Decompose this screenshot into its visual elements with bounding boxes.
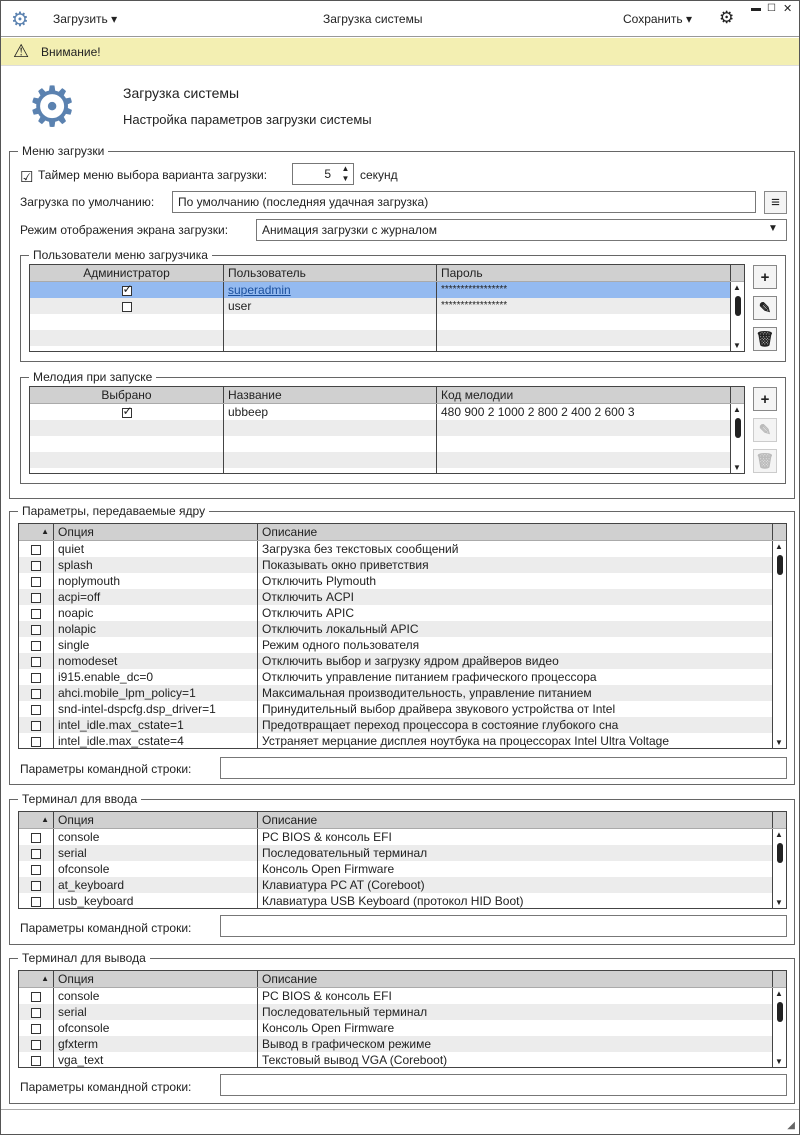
table-cell bbox=[30, 298, 224, 314]
column-header[interactable]: Описание bbox=[258, 524, 773, 540]
table-cell: Отключить Plymouth bbox=[258, 573, 773, 589]
melody-legend: Мелодия при запуске bbox=[29, 370, 156, 384]
checkbox[interactable] bbox=[31, 641, 41, 651]
load-menu-label: Загрузить bbox=[53, 12, 108, 26]
checkbox[interactable] bbox=[31, 609, 41, 619]
column-header[interactable]: Опция bbox=[54, 812, 258, 828]
warning-bar bbox=[1, 38, 799, 66]
scrollbar[interactable] bbox=[772, 988, 786, 1067]
delete-melody-button[interactable]: 🗑 bbox=[753, 449, 777, 473]
table-cell: ofconsole bbox=[54, 1020, 258, 1036]
table-row[interactable] bbox=[19, 685, 786, 701]
add-user-button[interactable]: + bbox=[753, 265, 777, 289]
table-cell bbox=[30, 282, 224, 298]
table-row[interactable] bbox=[19, 573, 786, 589]
settings-gear-icon[interactable]: ⚙ bbox=[719, 8, 735, 27]
table-cell: ubbeep bbox=[224, 404, 437, 420]
table-cell bbox=[19, 1020, 54, 1036]
minimize-icon[interactable]: ▬ bbox=[751, 3, 761, 14]
table-cell bbox=[30, 314, 224, 330]
table-cell bbox=[30, 346, 224, 352]
checkbox[interactable] bbox=[31, 1008, 41, 1018]
table-cell: Последовательный терминал bbox=[258, 1004, 773, 1020]
table-cell bbox=[30, 436, 224, 452]
kernel-legend: Параметры, передаваемые ядру bbox=[18, 504, 209, 518]
table-cell: ofconsole bbox=[54, 861, 258, 877]
list-menu-icon[interactable]: ≡ bbox=[764, 191, 787, 214]
checkbox[interactable] bbox=[31, 865, 41, 875]
scrollbar[interactable] bbox=[772, 541, 786, 748]
kernel-group bbox=[9, 504, 795, 785]
users-group bbox=[20, 248, 786, 362]
table-cell bbox=[19, 893, 54, 909]
table-cell bbox=[19, 589, 54, 605]
table-cell bbox=[224, 330, 437, 346]
scroll-down-icon[interactable]: ▼ bbox=[733, 341, 741, 350]
table-cell bbox=[19, 717, 54, 733]
scrollbar[interactable] bbox=[730, 404, 744, 473]
table-row[interactable] bbox=[19, 877, 786, 893]
table-row[interactable] bbox=[19, 733, 786, 749]
maximize-icon[interactable]: ☐ bbox=[767, 3, 776, 14]
table-row[interactable] bbox=[19, 605, 786, 621]
table-cell bbox=[437, 330, 731, 346]
edit-user-button[interactable]: ✎ bbox=[753, 296, 777, 320]
table-row[interactable] bbox=[30, 404, 744, 420]
kernel-cmdline-label: Параметры командной строки: bbox=[20, 762, 192, 776]
table-cell: at_keyboard bbox=[54, 877, 258, 893]
table-cell: nolapic bbox=[54, 621, 258, 637]
warning-text: Внимание! bbox=[41, 45, 101, 59]
table-cell bbox=[19, 621, 54, 637]
sort-ascending-icon[interactable]: ▲ bbox=[19, 812, 54, 828]
term-out-legend: Терминал для вывода bbox=[18, 951, 150, 965]
spin-arrows-icon[interactable]: ▲ ▼ bbox=[341, 164, 350, 183]
melody-table bbox=[29, 386, 745, 474]
users-table bbox=[29, 264, 745, 352]
table-cell: Текстовый вывод VGA (Coreboot) bbox=[258, 1052, 773, 1068]
column-header[interactable]: Пароль bbox=[437, 265, 731, 281]
table-row[interactable] bbox=[19, 988, 786, 1004]
table-row[interactable] bbox=[19, 1004, 786, 1020]
table-cell: superadmin bbox=[224, 282, 437, 298]
scroll-up-icon[interactable]: ▲ bbox=[775, 830, 783, 839]
app-gears-icon: ⚙ bbox=[11, 9, 29, 31]
table-cell bbox=[19, 669, 54, 685]
window-title: Загрузка системы bbox=[323, 12, 423, 26]
melody-group bbox=[20, 370, 786, 484]
scrollbar[interactable] bbox=[730, 282, 744, 351]
table-cell: PC BIOS & консоль EFI bbox=[258, 988, 773, 1004]
checkbox[interactable] bbox=[31, 673, 41, 683]
checkbox[interactable] bbox=[122, 408, 132, 418]
scroll-up-icon[interactable]: ▲ bbox=[733, 283, 741, 292]
scroll-up-icon[interactable]: ▲ bbox=[775, 989, 783, 998]
term-out-cmdline-input[interactable] bbox=[220, 1074, 787, 1096]
table-cell: noplymouth bbox=[54, 573, 258, 589]
chevron-down-icon[interactable]: ▼ bbox=[768, 223, 778, 234]
mode-select[interactable]: Анимация загрузки с журналом bbox=[256, 219, 787, 241]
table-cell: noapic bbox=[54, 605, 258, 621]
table-header bbox=[30, 265, 744, 282]
warning-icon: ⚠ bbox=[13, 41, 30, 61]
term-in-cmdline-label: Параметры командной строки: bbox=[20, 921, 192, 935]
scroll-thumb[interactable] bbox=[777, 555, 783, 575]
table-row[interactable] bbox=[30, 420, 744, 436]
timer-spinbox[interactable]: 5 bbox=[292, 163, 354, 185]
table-cell: Принудительный выбор драйвера звукового устройства от Intel bbox=[258, 701, 773, 717]
table-cell bbox=[224, 346, 437, 352]
table-cell bbox=[30, 404, 224, 420]
table-row[interactable] bbox=[19, 829, 786, 845]
table-row[interactable] bbox=[19, 717, 786, 733]
title-bar bbox=[1, 1, 799, 37]
checkbox[interactable] bbox=[31, 545, 41, 555]
checkbox[interactable] bbox=[31, 625, 41, 635]
checkbox[interactable] bbox=[31, 561, 41, 571]
table-cell: Предотвращает переход процессора в состояние глубокого сна bbox=[258, 717, 773, 733]
table-cell: serial bbox=[54, 845, 258, 861]
table-cell: console bbox=[54, 988, 258, 1004]
term-out-table bbox=[18, 970, 787, 1068]
table-cell bbox=[19, 1004, 54, 1020]
checkbox[interactable] bbox=[31, 1024, 41, 1034]
table-row[interactable] bbox=[19, 1036, 786, 1052]
table-cell bbox=[19, 605, 54, 621]
table-row[interactable] bbox=[30, 298, 744, 314]
table-cell: quiet bbox=[54, 541, 258, 557]
table-header bbox=[30, 387, 744, 404]
table-cell: Максимальная производительность, управление питанием bbox=[258, 685, 773, 701]
table-cell: i915.enable_dc=0 bbox=[54, 669, 258, 685]
table-cell: PC BIOS & консоль EFI bbox=[258, 829, 773, 845]
table-row[interactable] bbox=[30, 452, 744, 468]
boot-menu-legend: Меню загрузки bbox=[18, 144, 108, 158]
table-cell: Последовательный терминал bbox=[258, 845, 773, 861]
table-row[interactable] bbox=[19, 701, 786, 717]
table-cell: nomodeset bbox=[54, 653, 258, 669]
table-cell bbox=[19, 1052, 54, 1068]
edit-melody-button[interactable]: ✎ bbox=[753, 418, 777, 442]
table-cell: Показывать окно приветствия bbox=[258, 557, 773, 573]
table-cell bbox=[19, 1036, 54, 1052]
checkbox[interactable] bbox=[31, 593, 41, 603]
table-row[interactable] bbox=[30, 330, 744, 346]
term-in-cmdline-input[interactable] bbox=[220, 915, 787, 937]
timer-checkbox[interactable]: ☑ bbox=[20, 169, 34, 186]
table-cell: intel_idle.max_cstate=4 bbox=[54, 733, 258, 749]
table-row[interactable] bbox=[19, 557, 786, 573]
table-row[interactable] bbox=[19, 653, 786, 669]
table-cell: ahci.mobile_lpm_policy=1 bbox=[54, 685, 258, 701]
checkbox[interactable] bbox=[31, 1040, 41, 1050]
close-icon[interactable]: ✕ bbox=[783, 3, 793, 15]
save-menu-label: Сохранить bbox=[623, 12, 683, 26]
checkbox[interactable] bbox=[31, 657, 41, 667]
table-row[interactable] bbox=[19, 541, 786, 557]
table-row[interactable] bbox=[19, 1052, 786, 1068]
table-cell: 480 900 2 1000 2 800 2 400 2 600 3 bbox=[437, 404, 731, 420]
column-header[interactable]: Пользователь bbox=[224, 265, 437, 281]
table-cell bbox=[224, 436, 437, 452]
table-cell bbox=[224, 314, 437, 330]
table-cell bbox=[19, 637, 54, 653]
table-row[interactable] bbox=[19, 861, 786, 877]
table-cell bbox=[19, 733, 54, 749]
term-out-group bbox=[9, 951, 795, 1104]
scroll-down-icon[interactable]: ▼ bbox=[733, 463, 741, 472]
table-cell: console bbox=[54, 829, 258, 845]
checkbox[interactable] bbox=[31, 849, 41, 859]
table-row[interactable] bbox=[19, 637, 786, 653]
column-header[interactable]: Описание bbox=[258, 971, 773, 987]
table-row[interactable] bbox=[19, 589, 786, 605]
table-cell: Отключить выбор и загрузку ядром драйверов видео bbox=[258, 653, 773, 669]
checkbox[interactable] bbox=[31, 721, 41, 731]
table-cell: snd-intel-dspcfg.dsp_driver=1 bbox=[54, 701, 258, 717]
table-header bbox=[19, 971, 786, 988]
checkbox[interactable] bbox=[122, 286, 132, 296]
table-cell bbox=[19, 988, 54, 1004]
resize-grip-icon[interactable]: ◢ bbox=[787, 1120, 795, 1131]
column-header[interactable]: Опция bbox=[54, 971, 258, 987]
table-cell: single bbox=[54, 637, 258, 653]
sort-ascending-icon[interactable]: ▲ bbox=[19, 971, 54, 987]
table-cell bbox=[30, 452, 224, 468]
column-header[interactable]: Описание bbox=[258, 812, 773, 828]
kernel-table bbox=[18, 523, 787, 749]
boot-menu-group bbox=[9, 144, 795, 499]
table-header bbox=[19, 524, 786, 541]
scroll-thumb[interactable] bbox=[735, 296, 741, 316]
delete-user-button[interactable]: 🗑 bbox=[753, 327, 777, 351]
table-cell bbox=[224, 420, 437, 436]
kernel-cmdline-input[interactable] bbox=[220, 757, 787, 779]
header-gears-icon: ⚙ bbox=[27, 75, 78, 138]
table-cell bbox=[437, 314, 731, 330]
table-cell: ***************** bbox=[437, 282, 731, 298]
scroll-up-icon[interactable]: ▲ bbox=[775, 542, 783, 551]
table-row[interactable] bbox=[30, 468, 744, 474]
save-menu[interactable]: Сохранить ▾ bbox=[623, 12, 692, 26]
checkbox[interactable] bbox=[122, 302, 132, 312]
table-cell: serial bbox=[54, 1004, 258, 1020]
table-row[interactable] bbox=[19, 621, 786, 637]
term-in-legend: Терминал для ввода bbox=[18, 792, 141, 806]
table-cell: usb_keyboard bbox=[54, 893, 258, 909]
table-cell: intel_idle.max_cstate=1 bbox=[54, 717, 258, 733]
table-cell bbox=[19, 701, 54, 717]
table-cell bbox=[437, 468, 731, 474]
table-cell: user bbox=[224, 298, 437, 314]
timer-unit: секунд bbox=[360, 168, 398, 182]
timer-label: Таймер меню выбора варианта загрузки: bbox=[38, 168, 268, 182]
status-bar bbox=[1, 1109, 799, 1135]
table-cell bbox=[437, 452, 731, 468]
term-in-group bbox=[9, 792, 795, 945]
checkbox[interactable] bbox=[31, 705, 41, 715]
scroll-down-icon[interactable]: ▼ bbox=[775, 738, 783, 747]
table-cell: Клавиатура USB Keyboard (протокол HID Boot) bbox=[258, 893, 773, 909]
page-title: Загрузка системы bbox=[123, 85, 240, 101]
table-row[interactable] bbox=[19, 845, 786, 861]
load-menu[interactable]: Загрузить ▾ bbox=[53, 12, 118, 26]
column-header[interactable]: Название bbox=[224, 387, 437, 403]
table-cell bbox=[30, 330, 224, 346]
table-cell: vga_text bbox=[54, 1052, 258, 1068]
table-row[interactable] bbox=[30, 346, 744, 352]
table-row[interactable] bbox=[30, 282, 744, 298]
table-cell bbox=[19, 541, 54, 557]
column-header[interactable]: Администратор bbox=[30, 265, 224, 281]
page-subtitle: Настройка параметров загрузки системы bbox=[123, 112, 372, 127]
table-cell: Отключить локальный APIC bbox=[258, 621, 773, 637]
checkbox[interactable] bbox=[31, 881, 41, 891]
table-cell bbox=[19, 685, 54, 701]
checkbox[interactable] bbox=[31, 833, 41, 843]
mode-label: Режим отображения экрана загрузки: bbox=[20, 223, 229, 237]
table-cell bbox=[19, 877, 54, 893]
table-cell bbox=[19, 573, 54, 589]
table-row[interactable] bbox=[19, 893, 786, 909]
table-cell: Режим одного пользователя bbox=[258, 637, 773, 653]
table-row[interactable] bbox=[19, 669, 786, 685]
table-row[interactable] bbox=[19, 1020, 786, 1036]
column-header[interactable]: Выбрано bbox=[30, 387, 224, 403]
table-cell bbox=[19, 829, 54, 845]
sort-ascending-icon[interactable]: ▲ bbox=[19, 524, 54, 540]
table-cell: Клавиатура PC AT (Coreboot) bbox=[258, 877, 773, 893]
table-row[interactable] bbox=[30, 436, 744, 452]
checkbox[interactable] bbox=[31, 992, 41, 1002]
column-header[interactable]: Код мелодии bbox=[437, 387, 731, 403]
checkbox[interactable] bbox=[31, 689, 41, 699]
table-cell bbox=[19, 861, 54, 877]
default-input[interactable]: По умолчанию (последняя удачная загрузка) bbox=[172, 191, 756, 213]
scrollbar[interactable] bbox=[772, 829, 786, 908]
checkbox[interactable] bbox=[31, 737, 41, 747]
checkbox[interactable] bbox=[31, 897, 41, 907]
scroll-thumb[interactable] bbox=[777, 1002, 783, 1022]
column-header[interactable]: Опция bbox=[54, 524, 258, 540]
table-cell: Отключить ACPI bbox=[258, 589, 773, 605]
table-cell bbox=[437, 420, 731, 436]
table-cell: Вывод в графическом режиме bbox=[258, 1036, 773, 1052]
table-cell bbox=[437, 436, 731, 452]
table-row[interactable] bbox=[30, 314, 744, 330]
table-cell bbox=[224, 468, 437, 474]
table-cell: Устраняет мерцание дисплея ноутбука на процессорах Intel Ultra Voltage bbox=[258, 733, 773, 749]
table-header bbox=[19, 812, 786, 829]
table-cell bbox=[19, 557, 54, 573]
table-cell bbox=[19, 653, 54, 669]
table-cell bbox=[437, 346, 731, 352]
table-cell bbox=[30, 420, 224, 436]
table-cell: Консоль Open Firmware bbox=[258, 861, 773, 877]
table-cell: Консоль Open Firmware bbox=[258, 1020, 773, 1036]
table-cell: acpi=off bbox=[54, 589, 258, 605]
table-cell: Отключить управление питанием графического процессора bbox=[258, 669, 773, 685]
term-in-table bbox=[18, 811, 787, 909]
default-label: Загрузка по умолчанию: bbox=[20, 195, 155, 209]
checkbox[interactable] bbox=[31, 1056, 41, 1066]
table-cell: Отключить APIC bbox=[258, 605, 773, 621]
table-cell: splash bbox=[54, 557, 258, 573]
checkbox[interactable] bbox=[31, 577, 41, 587]
add-melody-button[interactable]: + bbox=[753, 387, 777, 411]
scroll-down-icon[interactable]: ▼ bbox=[775, 898, 783, 907]
term-out-cmdline-label: Параметры командной строки: bbox=[20, 1080, 192, 1094]
scroll-thumb[interactable] bbox=[735, 418, 741, 438]
users-legend: Пользователи меню загрузчика bbox=[29, 248, 212, 262]
table-cell bbox=[30, 468, 224, 474]
scroll-down-icon[interactable]: ▼ bbox=[775, 1057, 783, 1066]
scroll-up-icon[interactable]: ▲ bbox=[733, 405, 741, 414]
scroll-thumb[interactable] bbox=[777, 843, 783, 863]
table-cell: gfxterm bbox=[54, 1036, 258, 1052]
table-cell: ***************** bbox=[437, 298, 731, 314]
table-cell: Загрузка без текстовых сообщений bbox=[258, 541, 773, 557]
table-cell bbox=[19, 845, 54, 861]
table-cell bbox=[224, 452, 437, 468]
